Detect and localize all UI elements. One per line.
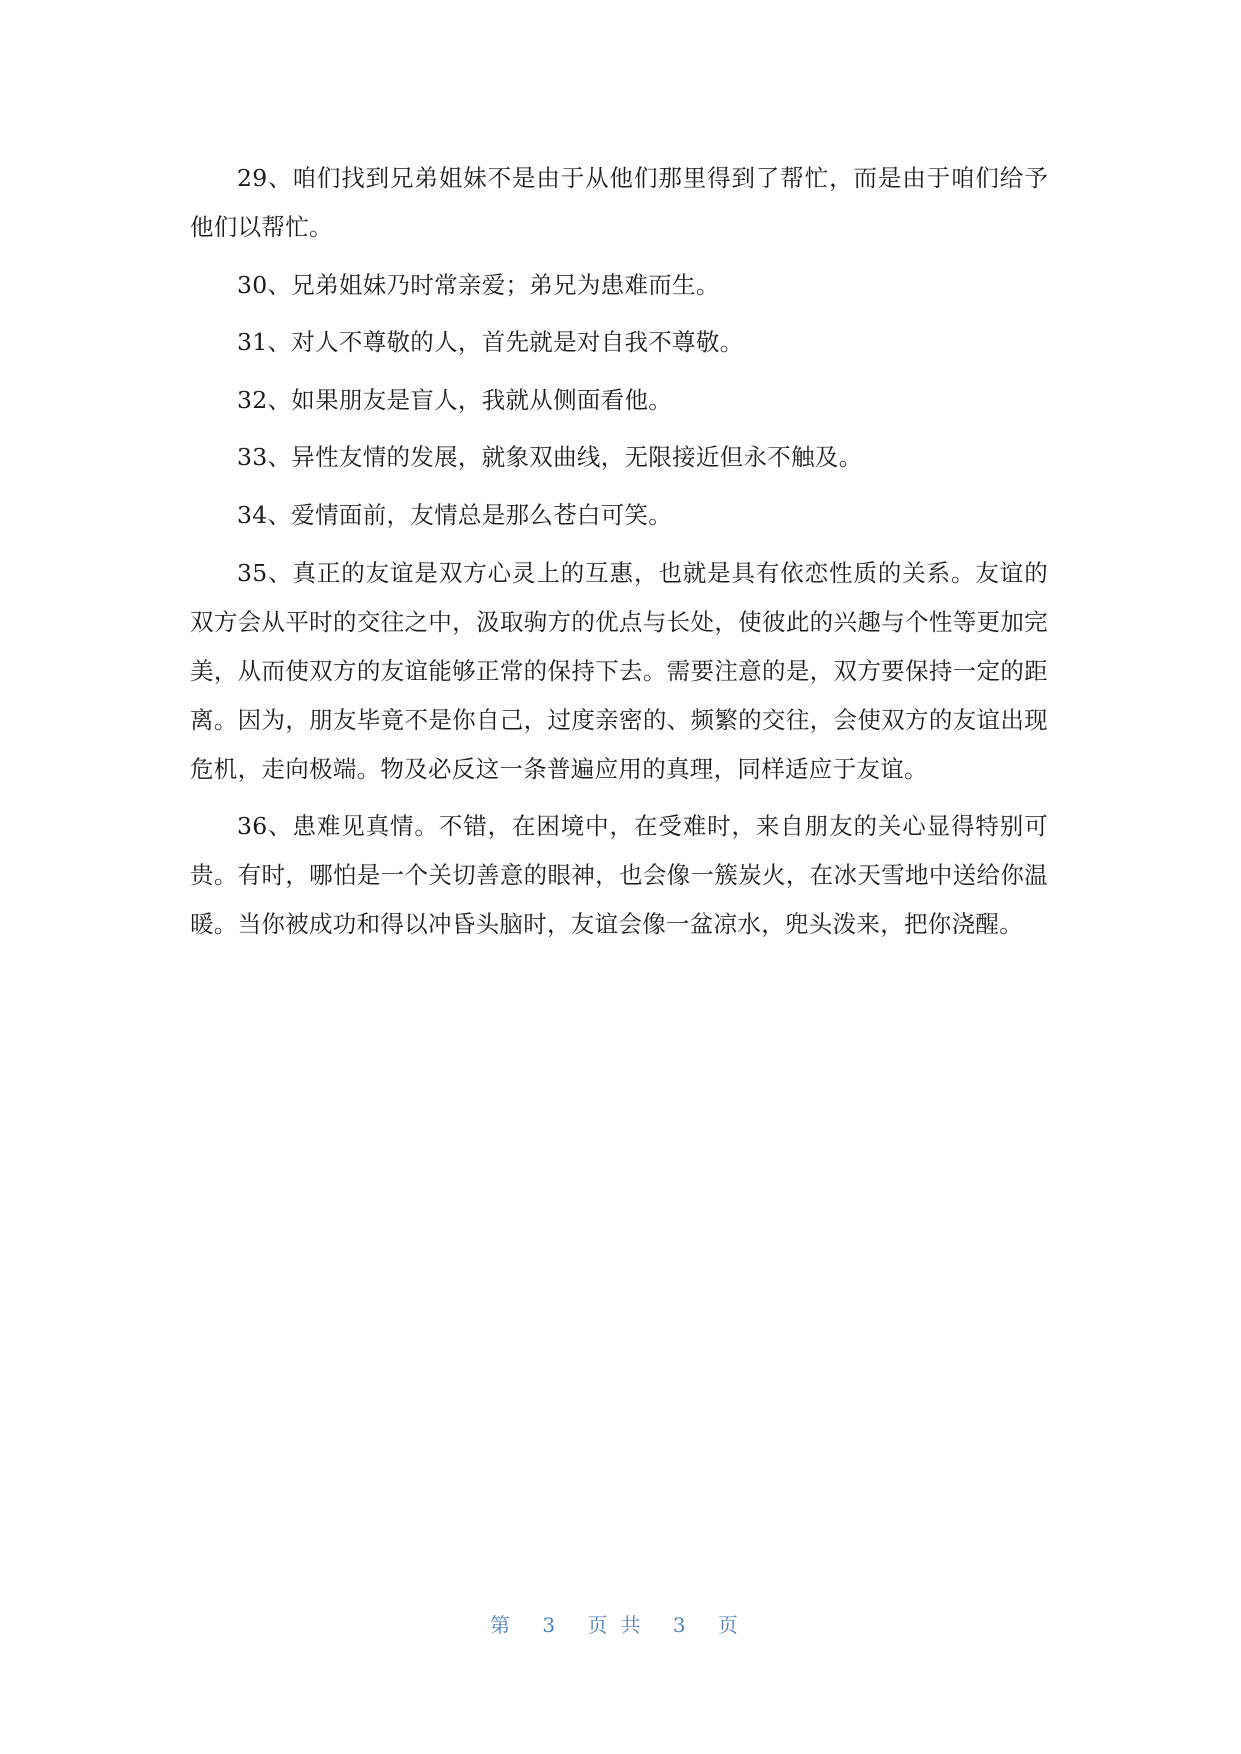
- paragraph-36: 36、患难见真情。不错，在困境中，在受难时，来自朋友的关心显得特别可贵。有时，哪怕是一个关切善意的眼神，也会像一簇炭火，在冰天雪地中送给你温暖。当你被成功和得以冲昏头脑时，友谊会像一盆凉水，兜头泼来，把你浇醒。: [190, 812, 1048, 939]
- paragraph-30: 30、兄弟姐妹乃时常亲爱；弟兄为患难而生。: [237, 270, 720, 299]
- paragraph-29: 29、咱们找到兄弟姐妹不是由于从他们那里得到了帮忙，而是由于咱们给予他们以帮忙。: [190, 164, 1048, 241]
- paragraph-33: 33、异性友情的发展，就象双曲线，无限接近但永不触及。: [237, 443, 863, 472]
- paragraph-31: 31、对人不尊敬的人，首先就是对自我不尊敬。: [237, 328, 744, 357]
- paragraph-35: 35、真正的友谊是双方心灵上的互惠，也就是具有依恋性质的关系。友谊的双方会从平时的交往之中，汲取驹方的优点与长处，使彼此的兴趣与个性等更加完美，从而使双方的友谊能够正常的保持下去。需要注意的是，双方要保持一定的距离。因为，朋友毕竟不是你自己，过度亲密的、频繁的交往，会使双方的友谊出现危机，走向极端。物及必反这一条普遍应用的真理，同样适应于友谊。: [190, 558, 1048, 783]
- page-number-footer: 第 3 页共 3 页: [490, 1613, 751, 1637]
- document-body: [190, 154, 1048, 958]
- paragraph-32: 32、如果朋友是盲人，我就从侧面看他。: [237, 385, 673, 414]
- paragraph-34: 34、爱情面前，友情总是那么苍白可笑。: [237, 500, 673, 529]
